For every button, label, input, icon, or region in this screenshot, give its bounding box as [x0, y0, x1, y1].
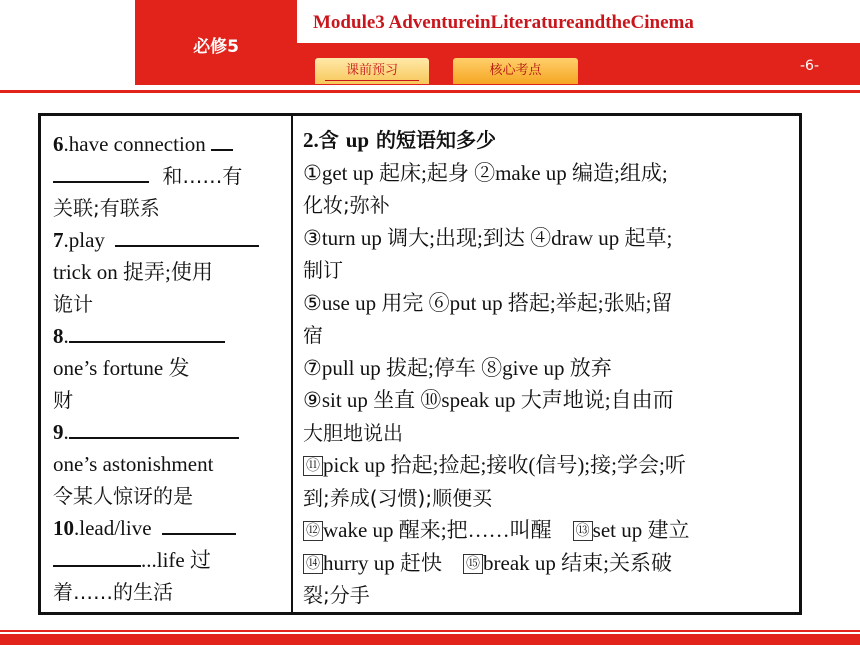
item-8-meaning: 财 — [53, 388, 73, 412]
phrase-line: 宿 — [303, 323, 323, 347]
page-number: -6- — [800, 58, 820, 74]
item-9: 9. — [53, 416, 281, 448]
footer-line — [0, 630, 860, 632]
item-7-meaning: 诡计 — [53, 292, 93, 316]
phrase-line: ⑭ hurry up 赶快 ⑮ break up 结束;关系破 — [303, 547, 795, 580]
book-label: 必修5 — [193, 37, 239, 57]
up-phrases-right — [303, 124, 795, 612]
phrase-line: ⑦pull up 拔起;停车 ⑧give up 放弃 — [303, 355, 612, 380]
number-badge: ⑪ — [303, 456, 323, 476]
header-book-block — [135, 0, 297, 85]
answer-blank[interactable] — [115, 225, 259, 247]
number-badge: ⑫ — [303, 521, 323, 541]
phrase-line: ⑨sit up 坐直 ⑩speak up 大声地说;自由而 — [303, 388, 674, 412]
phrase-line: 到;养成(习惯);顺便买 — [303, 485, 493, 510]
answer-blank[interactable] — [211, 129, 233, 151]
phrase-line: ③turn up 调大;出现;到达 ④draw up 起草; — [303, 225, 673, 250]
header-divider — [0, 90, 860, 93]
column-divider — [291, 116, 293, 612]
item-8-line2: one’s fortune 发 — [53, 356, 190, 380]
content-box — [38, 113, 802, 615]
phrase-line: ⑪ pick up 拾起;捡起;接收(信号);接;学会;听 — [303, 449, 795, 482]
item-10: 10.lead/live — [53, 512, 281, 544]
phrase-list-left — [53, 128, 281, 608]
item-6: 6.have connection — [53, 128, 281, 160]
answer-blank[interactable] — [162, 513, 236, 535]
item-10-meaning: 着……的生活 — [53, 580, 173, 604]
number-badge: ⑮ — [463, 554, 483, 574]
section-heading: 2.含 up 的短语知多少 — [303, 128, 497, 152]
phrase-line: 裂;分手 — [303, 583, 370, 607]
tab-key-points[interactable] — [453, 58, 578, 84]
item-6-meaning: 关联;有联系 — [53, 196, 160, 220]
tab-preview[interactable] — [315, 58, 429, 84]
item-6-line2: 和……有 — [53, 160, 281, 192]
answer-blank[interactable] — [69, 321, 225, 343]
phrase-line: ⑫ wake up 醒来;把……叫醒 ⑬ set up 建立 — [303, 514, 795, 547]
item-10-line2: ...life 过 — [53, 544, 281, 576]
footer-bar — [0, 634, 860, 645]
phrase-line: 大胆地说出 — [303, 420, 403, 445]
phrase-line: ⑤use up 用完 ⑥put up 搭起;举起;张贴;留 — [303, 290, 673, 315]
number-badge: ⑬ — [573, 521, 593, 541]
phrase-line: 制订 — [303, 258, 343, 282]
item-9-line2: one’s astonishment — [53, 452, 214, 476]
answer-blank[interactable] — [53, 161, 149, 183]
item-7-line2: trick on 捉弄;使用 — [53, 260, 213, 284]
tab-preview-label: 课前预习 — [345, 63, 398, 78]
phrase-line: 化妆;弥补 — [303, 193, 390, 217]
tab-active-underline — [325, 80, 419, 81]
item-7: 7.play — [53, 224, 281, 256]
item-9-meaning: 令某人惊讶的是 — [53, 484, 193, 508]
module-title: Module3 AdventureinLiteratureandtheCinema — [313, 12, 694, 33]
item-8: 8. — [53, 320, 281, 352]
answer-blank[interactable] — [53, 545, 141, 567]
phrase-line: ①get up 起床;起身 ②make up 编造;组成; — [303, 160, 668, 185]
number-badge: ⑭ — [303, 554, 323, 574]
tab-key-points-label: 核心考点 — [489, 63, 542, 78]
answer-blank[interactable] — [69, 417, 239, 439]
